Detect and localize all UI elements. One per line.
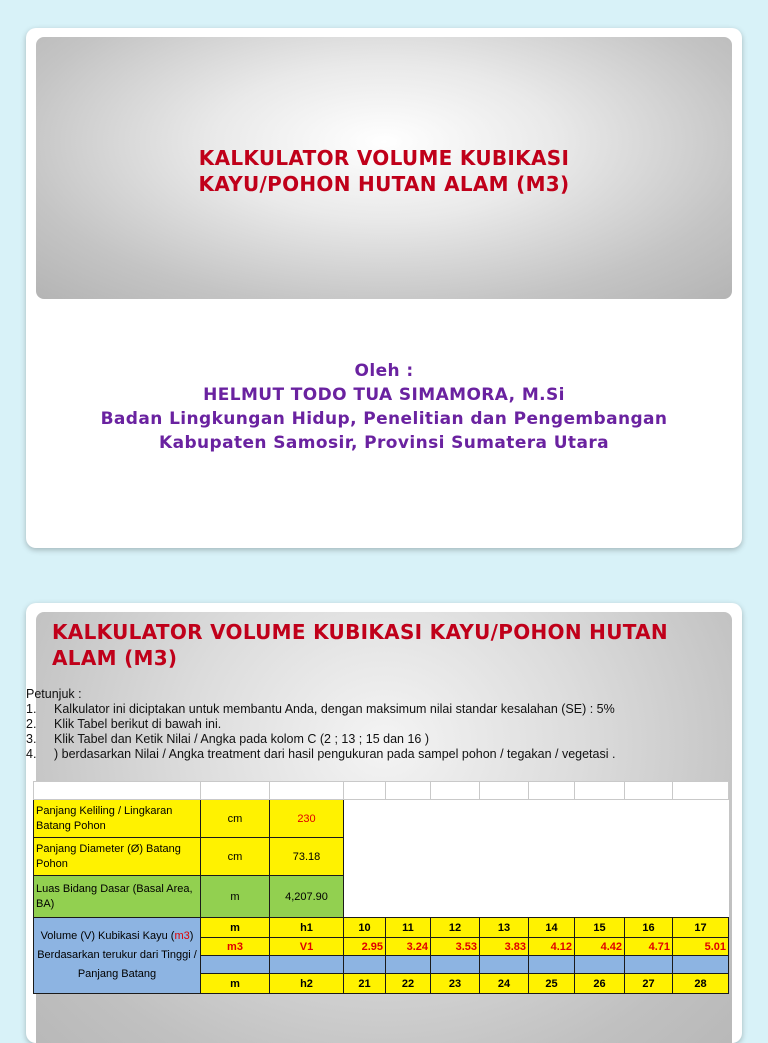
h1-cell[interactable]: 10 [344,918,386,938]
keliling-label: Panjang Keliling / Lingkaran Batang Pohon [34,800,201,838]
h2-unit: m [201,974,270,994]
h1-cell[interactable]: 11 [386,918,431,938]
h1-cell[interactable]: 15 [575,918,625,938]
v1-cell: 3.24 [386,938,431,956]
calculator-title: KALKULATOR VOLUME KUBIKASI KAYU/POHON HUTAN ALAM (M3) [52,620,668,670]
keliling-unit: cm [201,800,270,838]
luas-unit: m [201,876,270,918]
calculator-slide [26,603,742,1043]
v1-cell: 4.12 [529,938,575,956]
author-block [26,359,742,455]
diameter-value: 73.18 [270,838,344,876]
v1-cell: 5.01 [673,938,729,956]
h1-cell[interactable]: 13 [480,918,529,938]
volume-label: Volume (V) Kubikasi Kayu (m3) Berdasarkan terukur dari Tinggi / Panjang Batang [34,918,201,994]
title-banner [36,37,732,299]
table-row [34,800,729,838]
title-slide [26,28,742,548]
keliling-input[interactable]: 230 [270,800,344,838]
v1-unit: m3 [201,938,270,956]
calculator-table[interactable] [33,781,729,994]
instruction-item: 2. Klik Tabel berikut di bawah ini. [26,717,222,731]
diameter-unit: cm [201,838,270,876]
instructions-heading: Petunjuk : [26,687,82,701]
slide-title [36,145,732,197]
title-line-1: KALKULATOR VOLUME KUBIKASI [198,146,570,170]
instruction-item: 3. Klik Tabel dan Ketik Nilai / Angka pada kolom C (2 ; 13 ; 15 dan 16 ) [26,732,429,746]
h2-cell[interactable]: 28 [673,974,729,994]
h1-cell[interactable]: 17 [673,918,729,938]
diameter-label: Panjang Diameter (Ø) Batang Pohon [34,838,201,876]
v1-key: V1 [270,938,344,956]
h1-cell[interactable]: 12 [431,918,480,938]
h2-cell[interactable]: 27 [625,974,673,994]
h2-cell[interactable]: 24 [480,974,529,994]
instructions [26,687,726,762]
h1-cell[interactable]: 14 [529,918,575,938]
h2-cell[interactable]: 21 [344,974,386,994]
luas-label: Luas Bidang Dasar (Basal Area, BA) [34,876,201,918]
v1-cell: 3.83 [480,938,529,956]
author-by: Oleh : [354,361,414,381]
h2-cell[interactable]: 23 [431,974,480,994]
instruction-item: 4. ) berdasarkan Nilai / Angka treatment dari hasil pengukuran pada sampel pohon / tegakan / vegetasi . [26,747,616,761]
h2-cell[interactable]: 22 [386,974,431,994]
title-line-2: KAYU/POHON HUTAN ALAM (M3) [198,172,570,196]
h1-key: h1 [270,918,344,938]
h2-cell[interactable]: 25 [529,974,575,994]
h2-key: h2 [270,974,344,994]
instruction-item: 1. Kalkulator ini diciptakan untuk membantu Anda, dengan maksimum nilai standar kesalahan (SE) : 5% [26,702,615,716]
author-location: Kabupaten Samosir, Provinsi Sumatera Utara [159,433,609,453]
h1-cell[interactable]: 16 [625,918,673,938]
v1-cell: 3.53 [431,938,480,956]
table-row [34,782,729,800]
luas-value: 4,207.90 [270,876,344,918]
author-name: HELMUT TODO TUA SIMAMORA, M.Si [203,385,565,405]
h2-cell[interactable]: 26 [575,974,625,994]
author-agency: Badan Lingkungan Hidup, Penelitian dan Pengembangan [100,409,668,429]
h1-unit: m [201,918,270,938]
v1-cell: 2.95 [344,938,386,956]
v1-cell: 4.42 [575,938,625,956]
table-row-h1 [34,918,729,938]
v1-cell: 4.71 [625,938,673,956]
